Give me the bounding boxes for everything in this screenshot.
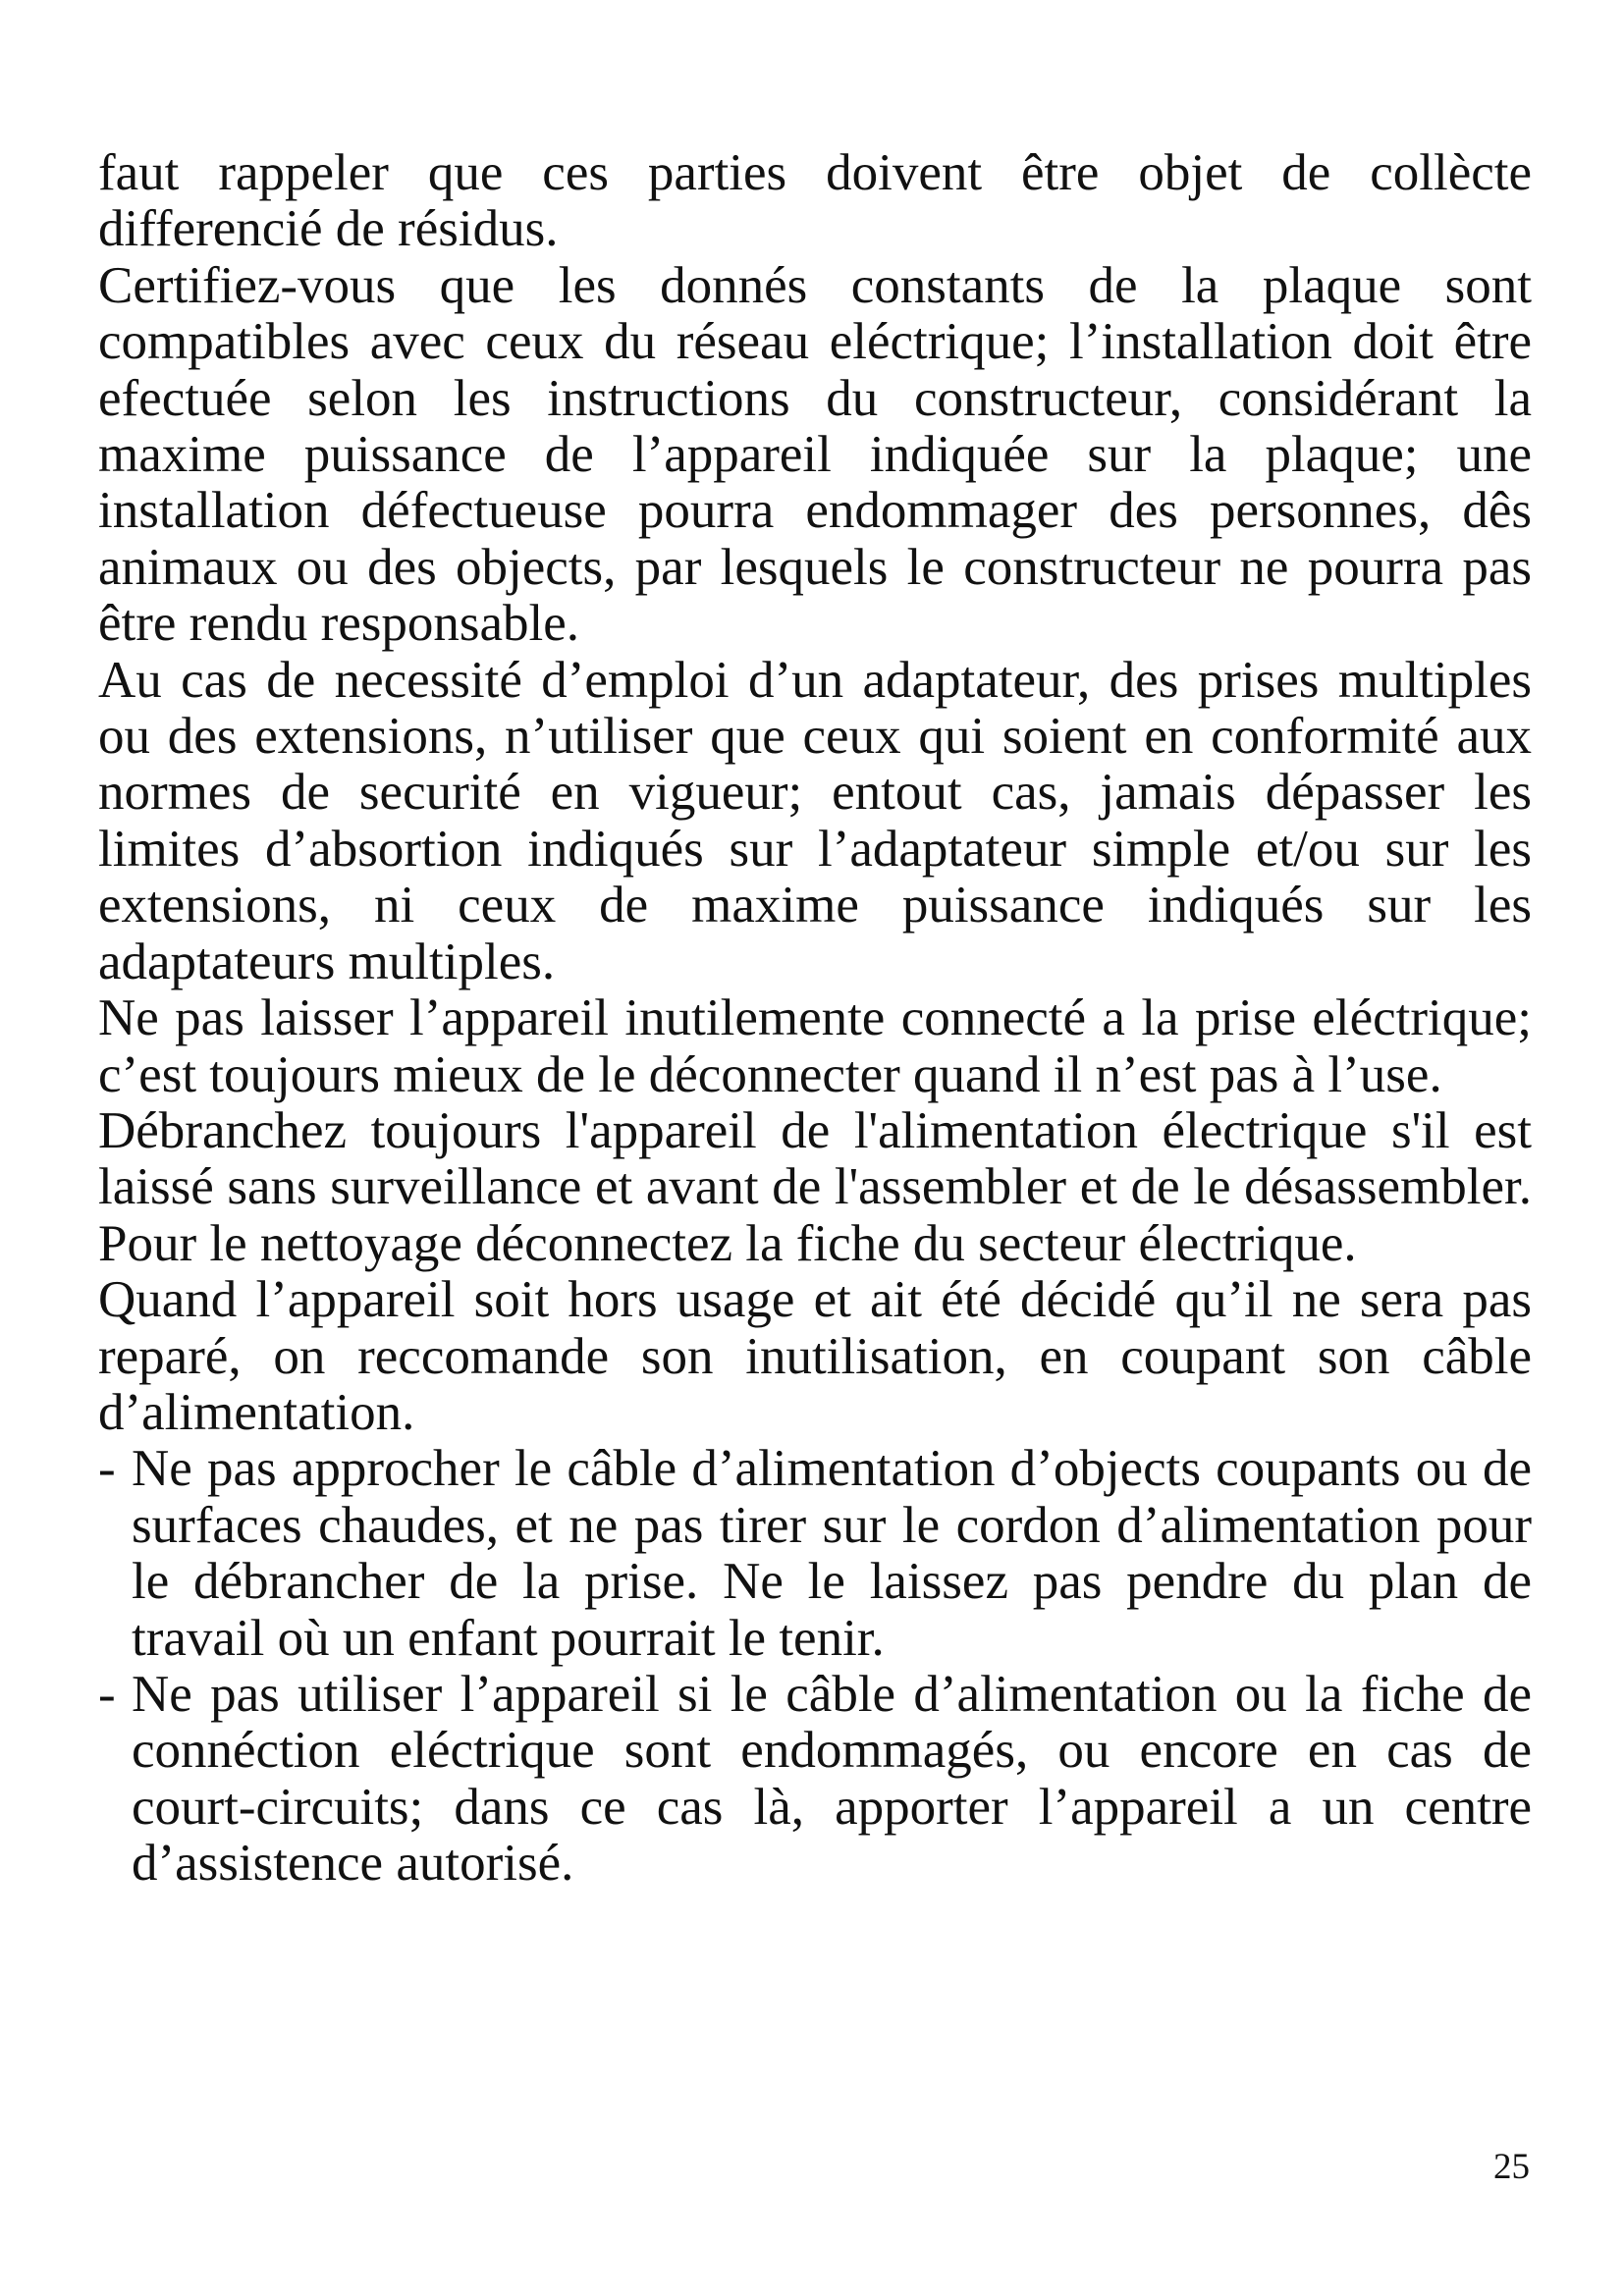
paragraph-installation: Certifiez-vous que les donnés constants de la plaque sont compatibles avec ceux du réseau eléctrique; l’installation doit être efectuée selon les instructions du constructeur, considérant la maxime puissance de l’appareil indiquée sur la plaque; une installation défectueuse pourra endommager des personnes, dês animaux ou des objects, par lesquels le constructeur ne pourra pas être rendu responsable. <box>98 256 1532 653</box>
page-body <box>98 145 1532 1893</box>
bullet-marker: - <box>98 1665 116 1723</box>
bullet-text: Ne pas utiliser l’appareil si le câble d’alimentation ou la fiche de connéction eléctrique sont endommagés, ou encore en cas de court-circuits; dans ce cas là, apporter l’appareil a un centre d’assistence autorisé. <box>132 1665 1532 1893</box>
bullet-item <box>98 1667 1532 1893</box>
bullet-marker: - <box>98 1440 116 1498</box>
page-number: 25 <box>1493 2147 1530 2187</box>
paragraph-residus: faut rappeler que ces parties doivent être objet de collècte differencié de résidus. <box>98 144 1532 258</box>
paragraph-deconnecter: Ne pas laisser l’appareil inutilemente connecté a la prise eléctrique; c’est toujours mieux de le déconnecter quand il n’est pas à l’use. <box>98 989 1532 1103</box>
bullet-text: Ne pas approcher le câble d’alimentation d’objects coupants ou de surfaces chaudes, et ne pas tirer sur le cordon d’alimentation pour le débrancher de la prise. Ne le laissez pas pendre du plan de travail où un enfant pourrait le tenir. <box>132 1440 1532 1667</box>
paragraph-debranchez: Débranchez toujours l'appareil de l'alimentation électrique s'il est laissé sans surveillance et avant de l'assembler et de le désassembler. Pour le nettoyage déconnectez la fiche du secteur électrique. <box>98 1101 1532 1272</box>
paragraph-hors-usage: Quand l’appareil soit hors usage et ait été décidé qu’il ne sera pas reparé, on reccomande son inutilisation, en coupant son câble d’alimentation. <box>98 1271 1532 1441</box>
bullet-item <box>98 1441 1532 1667</box>
paragraph-adaptateur: Au cas de necessité d’emploi d’un adaptateur, des prises multiples ou des extensions, n’utiliser que ceux qui soient en conformité aux normes de securité en vigueur; entout cas, jamais dépasser les limites d’absortion indiqués sur l’adaptateur simple et/ou sur les extensions, ni ceux de maxime puissance indiqués sur les adaptateurs multiples. <box>98 651 1532 990</box>
